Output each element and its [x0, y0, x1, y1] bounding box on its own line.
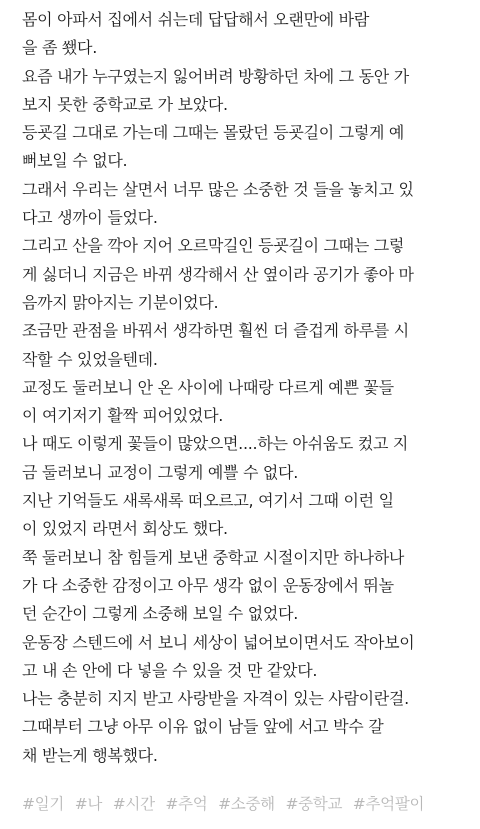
- hashtag[interactable]: #추억: [165, 795, 208, 813]
- text-line: 작할 수 있었을텐데.: [22, 349, 158, 369]
- text-line: 그래서 우리는 살면서 너무 많은 소중한 것 들을 놓치고 있: [22, 179, 414, 199]
- post-body: [22, 6, 468, 770]
- text-line: 그때부터 그냥 아무 이유 없이 남들 앞에 서고 박수 갈: [22, 717, 384, 737]
- paragraph: [22, 685, 468, 713]
- hashtag[interactable]: #나: [74, 795, 103, 813]
- text-line: 이 여기저기 활짝 피어있었다.: [22, 406, 224, 426]
- hashtag[interactable]: #일기: [22, 795, 65, 813]
- text-line: 게 싫더니 지금은 바뀌 생각해서 산 옆이라 공기가 좋아 마: [22, 264, 414, 284]
- paragraph: [22, 713, 468, 770]
- text-line: 조금만 관점을 바꿔서 생각하면 훨씬 더 즐겁게 하루를 시: [22, 321, 409, 341]
- text-line: 요즘 내가 누구였는지 잃어버려 방황하던 차에 그 동안 가: [22, 66, 409, 86]
- paragraph: [22, 430, 468, 487]
- text-line: 나 때도 이렇게 꽃들이 많았으면....하는 아쉬움도 컸고 지: [22, 434, 409, 454]
- text-line: 고 내 손 안에 다 넣을 수 있을 것 만 같았다.: [22, 660, 318, 680]
- text-line: 몸이 아파서 집에서 쉬는데 답답해서 오랜만에 바람: [22, 10, 369, 29]
- text-line: 다고 생까이 들었다.: [22, 208, 158, 228]
- paragraph: [22, 6, 468, 63]
- text-line: 음까지 맑아지는 기분이었다.: [22, 292, 219, 312]
- text-line: 운동장 스텐드에 서 보니 세상이 넓어보이면서도 작아보이: [22, 632, 415, 652]
- paragraph: [22, 119, 468, 176]
- text-line: 을 좀 쐤다.: [22, 38, 97, 58]
- text-line: 등굣길 그대로 가는데 그때는 몰랐던 등굣길이 그렇게 예: [22, 123, 405, 143]
- paragraph: [22, 176, 468, 233]
- paragraph: [22, 317, 468, 374]
- text-line: 보지 못한 중학교로 가 보았다.: [22, 94, 228, 114]
- text-line: 지난 기억들도 새록새록 떠오르고, 여기서 그때 이런 일: [22, 491, 394, 511]
- hashtag[interactable]: #시간: [112, 795, 155, 813]
- hashtag-list: [22, 793, 472, 815]
- paragraph: [22, 544, 468, 629]
- paragraph: [22, 374, 468, 431]
- text-line: 쭉 둘러보니 참 힘들게 보낸 중학교 시절이지만 하나하나: [22, 547, 405, 567]
- hashtag[interactable]: #추억팔이: [352, 795, 425, 813]
- hashtag[interactable]: #소중해: [218, 795, 275, 813]
- text-line: 가 다 소중한 감정이고 아무 생각 없이 운동장에서 뛰놀: [22, 575, 394, 595]
- text-line: 채 받는게 행복했다.: [22, 745, 158, 765]
- paragraph: [22, 63, 468, 120]
- hashtag[interactable]: #중학교: [285, 795, 343, 813]
- paragraph: [22, 629, 468, 686]
- paragraph: [22, 232, 468, 317]
- text-line: 나는 충분히 지지 받고 사랑받을 자격이 있는 사람이란걸.: [22, 689, 409, 709]
- text-line: 금 둘러보니 교정이 그렇게 예쁠 수 없다.: [22, 462, 298, 482]
- text-line: 이 있었지 라면서 회상도 했다.: [22, 519, 228, 539]
- text-line: 교정도 둘러보니 안 온 사이에 나때랑 다르게 예쁜 꽃들: [22, 377, 394, 397]
- text-line: 뻐보일 수 없다.: [22, 151, 128, 171]
- text-line: 그리고 산을 깍아 지어 오르막길인 등굣길이 그때는 그렇: [22, 236, 405, 256]
- paragraph: [22, 487, 468, 544]
- text-line: 던 순간이 그렇게 소중해 보일 수 없었다.: [22, 604, 298, 624]
